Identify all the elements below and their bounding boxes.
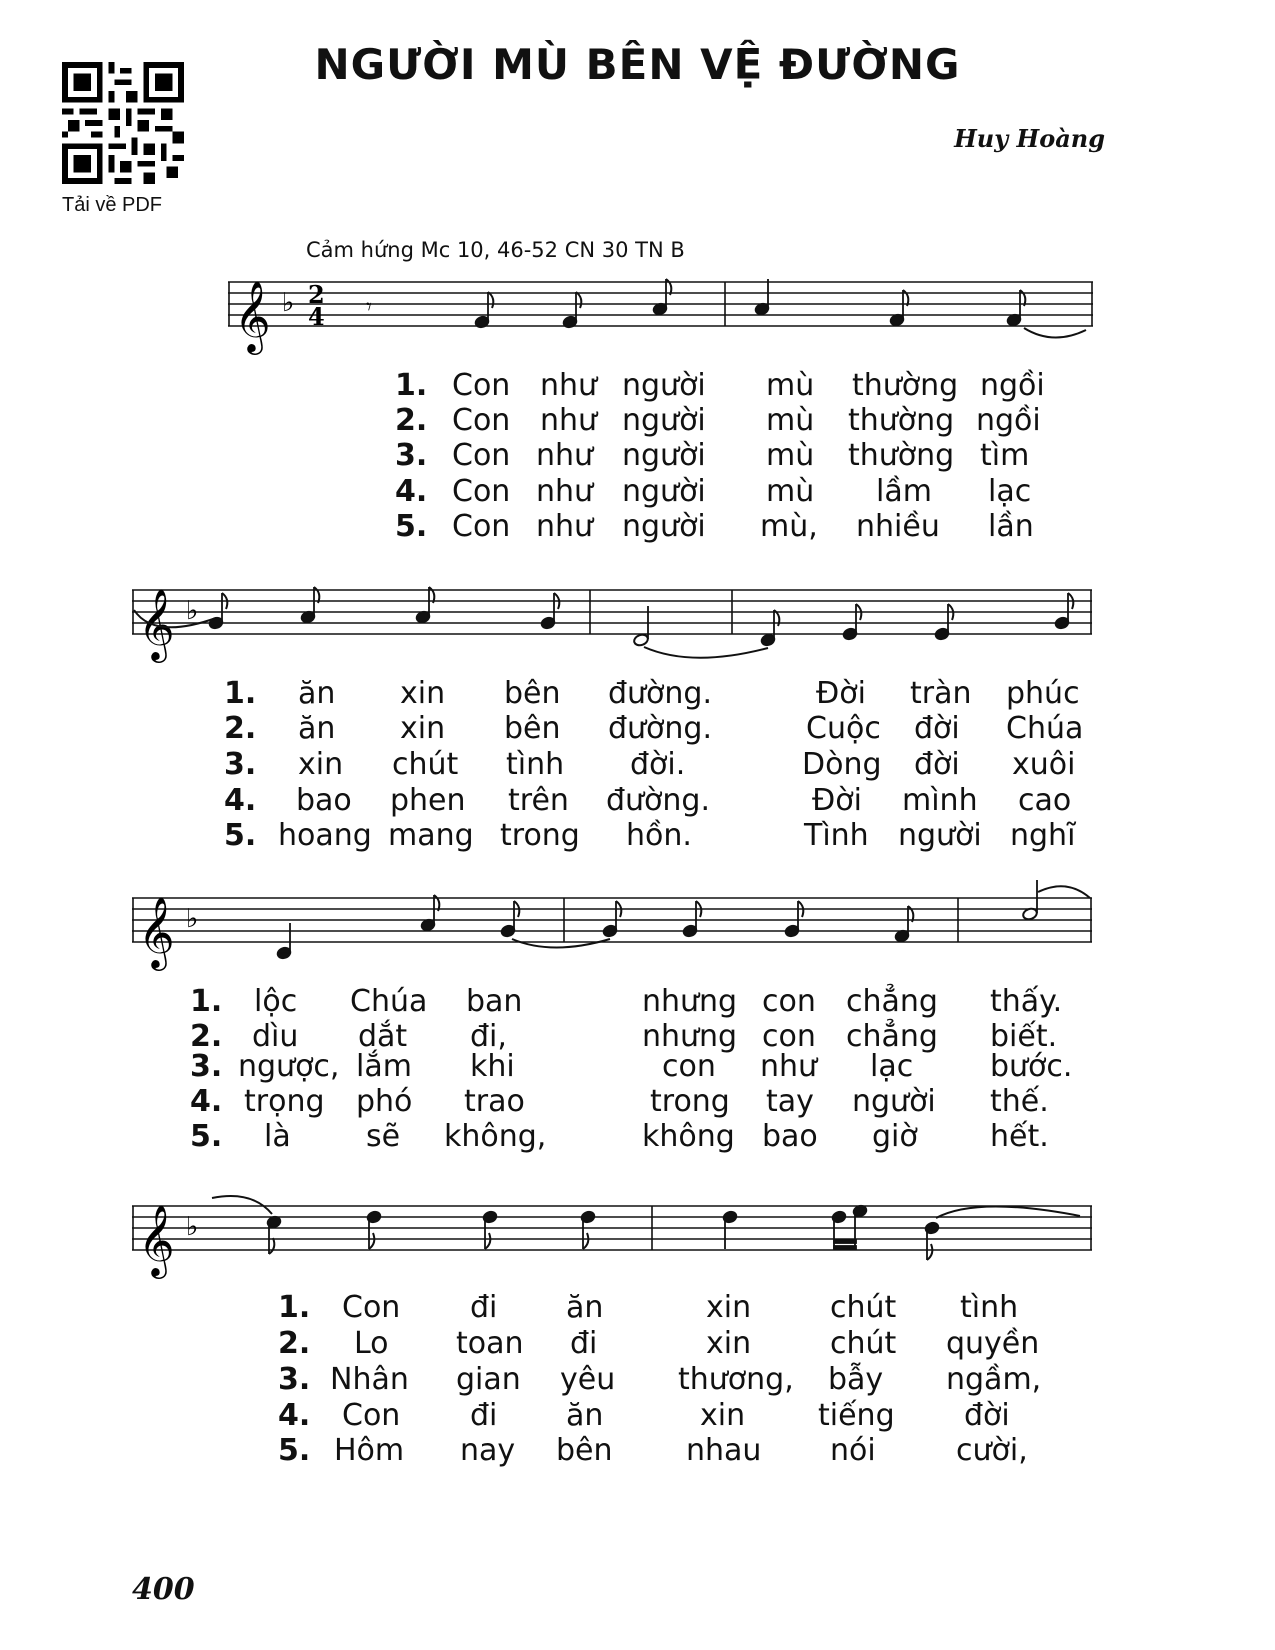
flat-key-signature (282, 288, 294, 318)
syllable: biết. (990, 1019, 1058, 1054)
syllable: người (622, 403, 706, 438)
syllable: hồn. (626, 818, 692, 853)
verse-number: 3. (190, 1049, 223, 1084)
syllable: lạc (988, 474, 1032, 509)
syllable: Chúa (350, 984, 428, 1019)
syllable: gian (456, 1362, 521, 1397)
syllable: chút (392, 747, 459, 782)
syllable: Con (452, 474, 511, 509)
syllable: bao (762, 1119, 818, 1154)
syllable: phó (356, 1084, 413, 1119)
staff-system-3 (132, 878, 1097, 968)
syllable: đi (470, 1398, 498, 1433)
syllable: ăn (566, 1398, 604, 1433)
syllable: Dòng (802, 747, 882, 782)
syllable: đời (964, 1398, 1010, 1433)
syllable: mù, (760, 509, 818, 544)
syllable: mù (766, 368, 815, 403)
syllable: tình (506, 747, 565, 782)
syllable: là (264, 1119, 291, 1154)
syllable: người (622, 509, 706, 544)
verse-number: 4. (224, 783, 257, 818)
syllable: khi (470, 1049, 515, 1084)
syllable: lần (988, 509, 1034, 544)
syllable: cười, (956, 1433, 1028, 1468)
syllable: trong (650, 1084, 730, 1119)
syllable: Con (452, 368, 511, 403)
syllable: con (762, 984, 816, 1019)
syllable: lộc (254, 984, 298, 1019)
syllable: như (536, 509, 594, 544)
syllable: Con (452, 509, 511, 544)
verse-number: 1. (224, 676, 257, 711)
syllable: ngầm, (946, 1362, 1042, 1397)
staff-system-1 (228, 262, 1098, 352)
verse-number: 1. (190, 984, 223, 1019)
syllable: nhiều (856, 509, 940, 544)
syllable: bao (296, 783, 352, 818)
syllable: tràn (910, 676, 972, 711)
syllable: người (898, 818, 982, 853)
download-pdf-link[interactable]: Tải về PDF (62, 194, 163, 216)
syllable: hết. (990, 1119, 1049, 1154)
syllable: người (622, 368, 706, 403)
syllable: tìm (980, 438, 1030, 473)
syllable: Tình (804, 818, 869, 853)
svg-text:𝄞: 𝄞 (138, 587, 175, 660)
syllable: dìu (252, 1019, 299, 1054)
syllable: lắm (356, 1049, 412, 1084)
verse-number: 2. (278, 1326, 311, 1361)
syllable: bước. (990, 1049, 1073, 1084)
svg-text:♭: ♭ (186, 1212, 199, 1242)
syllable: phúc (1006, 676, 1080, 711)
syllable: nghĩ (1010, 818, 1076, 853)
verse-number: 3. (395, 438, 428, 473)
syllable: đường. (606, 783, 711, 818)
verse-number: 2. (224, 711, 257, 746)
syllable: ngồi (980, 368, 1045, 403)
composer: Huy Hoàng (954, 124, 1105, 153)
syllable: như (540, 403, 598, 438)
syllable: xin (400, 711, 446, 746)
verse-line (0, 1084, 1275, 1120)
syllable: mình (902, 783, 978, 818)
flat-key-signature (186, 1212, 198, 1242)
verse-line (0, 1049, 1275, 1085)
syllable: lạc (870, 1049, 914, 1084)
syllable: chẳng (846, 1019, 938, 1054)
syllable: như (536, 474, 594, 509)
flat-key-signature (186, 596, 198, 626)
syllable: xin (706, 1290, 752, 1325)
syllable: bên (504, 676, 561, 711)
syllable: con (662, 1049, 716, 1084)
verse-number: 2. (395, 403, 428, 438)
treble-clef-icon (138, 1203, 175, 1279)
treble-clef-icon (138, 895, 175, 971)
syllable: nhưng (642, 984, 738, 1019)
syllable: Đời (816, 676, 866, 711)
syllable: ăn (298, 711, 336, 746)
syllable: tay (766, 1084, 814, 1119)
syllable: Lo (354, 1326, 389, 1361)
verse-line (0, 438, 1275, 474)
syllable: dắt (358, 1019, 408, 1054)
verse-line (0, 1290, 1275, 1326)
verse-line (0, 783, 1275, 819)
syllable: như (760, 1049, 818, 1084)
verse-number: 1. (278, 1290, 311, 1325)
syllable: tình (960, 1290, 1019, 1325)
syllable: đi, (470, 1019, 507, 1054)
syllable: Con (342, 1398, 401, 1433)
syllable: đường. (608, 676, 713, 711)
verse-number: 3. (278, 1362, 311, 1397)
syllable: chẳng (846, 984, 938, 1019)
syllable: sẽ (366, 1119, 401, 1154)
syllable: ăn (298, 676, 336, 711)
svg-text:4: 4 (308, 302, 325, 331)
syllable: đi (470, 1290, 498, 1325)
svg-text:♭: ♭ (282, 288, 295, 318)
syllable: nhau (686, 1433, 762, 1468)
verse-line (0, 1433, 1275, 1469)
verse-number: 5. (395, 509, 428, 544)
svg-text:2: 2 (308, 280, 325, 309)
verse-line (0, 984, 1275, 1020)
syllable: trên (508, 783, 569, 818)
verse-number: 4. (190, 1084, 223, 1119)
syllable: yêu (560, 1362, 616, 1397)
verse-number: 5. (224, 818, 257, 853)
verse-number: 3. (224, 747, 257, 782)
syllable: tiếng (818, 1398, 895, 1433)
verse-line (0, 711, 1275, 747)
syllable: phen (390, 783, 466, 818)
flat-key-signature (186, 904, 198, 934)
syllable: trao (464, 1084, 525, 1119)
verse-number: 2. (190, 1019, 223, 1054)
syllable: Con (452, 438, 511, 473)
syllable: lầm (876, 474, 932, 509)
syllable: nay (460, 1433, 516, 1468)
syllable: mù (766, 438, 815, 473)
syllable: cao (1018, 783, 1072, 818)
syllable: Hôm (334, 1433, 405, 1468)
syllable: xin (400, 676, 446, 711)
verse-line (0, 676, 1275, 712)
syllable: Đời (812, 783, 862, 818)
syllable: bẫy (828, 1362, 884, 1397)
syllable: con (762, 1019, 816, 1054)
verse-line (0, 1119, 1275, 1155)
syllable: xin (298, 747, 344, 782)
syllable: như (540, 368, 598, 403)
staff-system-2 (132, 570, 1097, 660)
syllable: mù (766, 474, 815, 509)
syllable: không, (444, 1119, 547, 1154)
syllable: quyền (946, 1326, 1040, 1361)
syllable: không (642, 1119, 735, 1154)
syllable: xin (700, 1398, 746, 1433)
treble-clef-icon (234, 279, 271, 355)
verse-line (0, 368, 1275, 404)
time-signature (308, 280, 325, 331)
syllable: đời. (630, 747, 686, 782)
syllable: ban (466, 984, 523, 1019)
verse-number: 4. (278, 1398, 311, 1433)
page-number: 400 (132, 1572, 195, 1607)
verse-line (0, 474, 1275, 510)
syllable: ngồi (976, 403, 1041, 438)
svg-text:𝄞: 𝄞 (234, 279, 271, 352)
syllable: Cuộc (806, 711, 881, 746)
syllable: thấy. (990, 984, 1063, 1019)
syllable: mù (766, 403, 815, 438)
verse-number: 5. (190, 1119, 223, 1154)
syllable: đường. (608, 711, 713, 746)
syllable: Con (342, 1290, 401, 1325)
lyrics-system-1 (0, 368, 1275, 548)
syllable: đi (570, 1326, 598, 1361)
scripture-reference: Cảm hứng Mc 10, 46-52 CN 30 TN B (306, 238, 685, 262)
verse-line (0, 509, 1275, 545)
syllable: chút (830, 1290, 897, 1325)
syllable: chút (830, 1326, 897, 1361)
syllable: Con (452, 403, 511, 438)
svg-text:♭: ♭ (186, 904, 199, 934)
svg-text:♭: ♭ (186, 596, 199, 626)
syllable: nói (830, 1433, 876, 1468)
svg-text:𝄾: 𝄾 (366, 295, 372, 320)
syllable: bên (556, 1433, 613, 1468)
song-title: NGƯỜI MÙ BÊN VỆ ĐƯỜNG (314, 40, 961, 89)
syllable: người (852, 1084, 936, 1119)
svg-text:𝄞: 𝄞 (138, 1203, 175, 1276)
syllable: mang (388, 818, 474, 853)
syllable: thế. (990, 1084, 1049, 1119)
svg-text:𝄞: 𝄞 (138, 895, 175, 968)
verse-line (0, 1326, 1275, 1362)
syllable: trong (500, 818, 580, 853)
syllable: nhưng (642, 1019, 738, 1054)
syllable: người (622, 438, 706, 473)
verse-number: 4. (395, 474, 428, 509)
syllable: đời (914, 711, 960, 746)
syllable: ngược, (238, 1049, 340, 1084)
syllable: giờ (872, 1119, 918, 1154)
verse-line (0, 747, 1275, 783)
syllable: Nhân (330, 1362, 409, 1397)
syllable: xin (706, 1326, 752, 1361)
lyrics-system-3 (0, 984, 1275, 1164)
lyrics-system-2 (0, 676, 1275, 856)
staff-system-4 (132, 1186, 1097, 1276)
syllable: thường (848, 438, 955, 473)
syllable: bên (504, 711, 561, 746)
syllable: thương, (678, 1362, 794, 1397)
syllable: toan (456, 1326, 524, 1361)
verse-line (0, 1398, 1275, 1434)
syllable: hoang (278, 818, 372, 853)
verse-number: 5. (278, 1433, 311, 1468)
syllable: thường (852, 368, 959, 403)
syllable: người (622, 474, 706, 509)
lyrics-system-4 (0, 1290, 1275, 1470)
syllable: thường (848, 403, 955, 438)
verse-line (0, 818, 1275, 854)
verse-line (0, 403, 1275, 439)
eighth-rest (366, 295, 372, 320)
syllable: như (536, 438, 594, 473)
verse-line (0, 1362, 1275, 1398)
syllable: đời (914, 747, 960, 782)
syllable: trọng (244, 1084, 325, 1119)
syllable: xuôi (1012, 747, 1076, 782)
verse-number: 1. (395, 368, 428, 403)
syllable: ăn (566, 1290, 604, 1325)
syllable: Chúa (1006, 711, 1084, 746)
